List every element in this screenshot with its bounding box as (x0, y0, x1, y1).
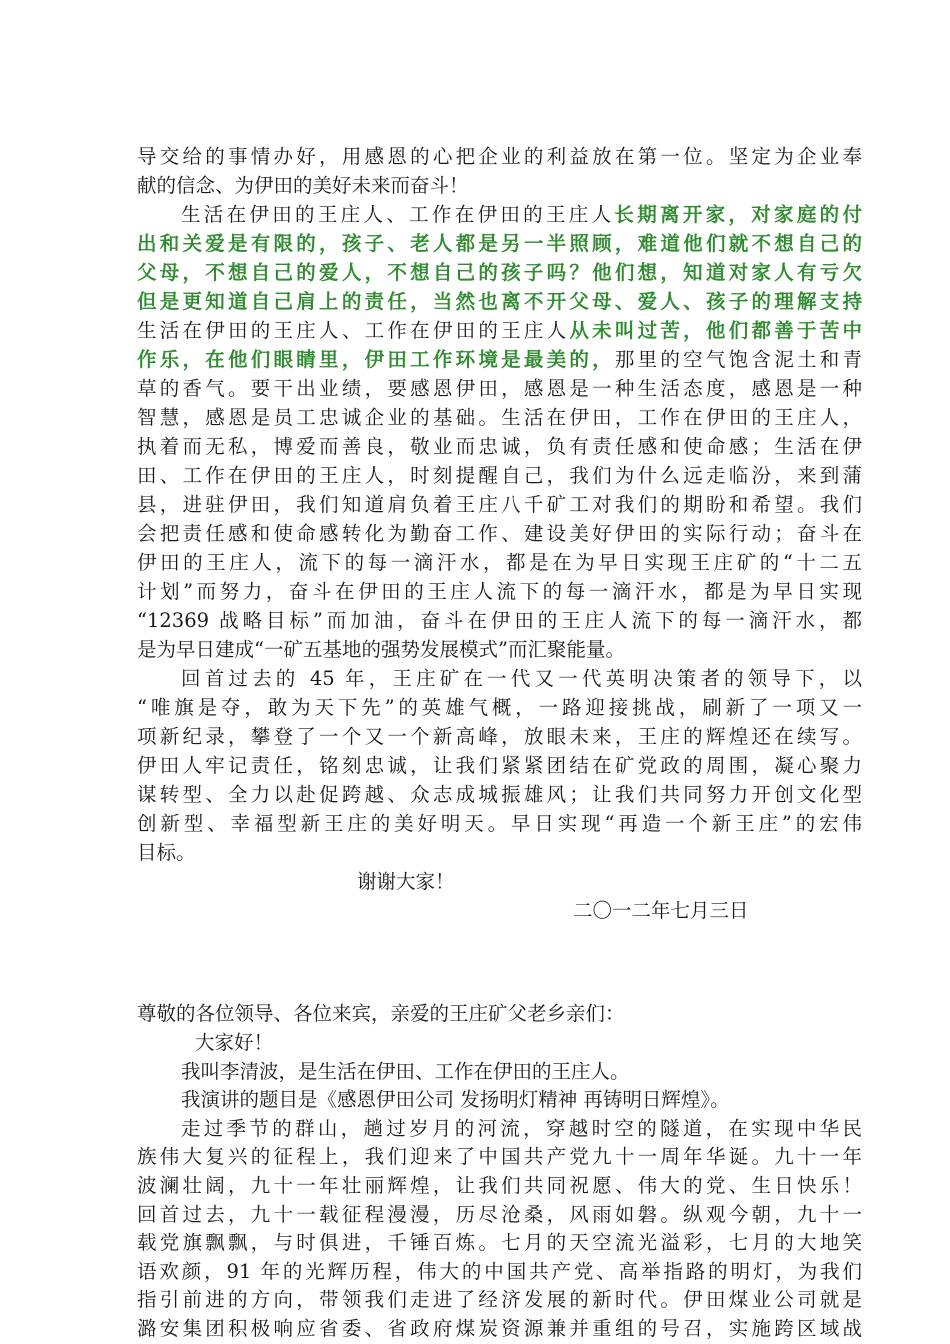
text-line: 献的信念、为伊田的美好未来而奋斗！ (137, 174, 469, 197)
text-line: 是为早日建成“一矿五基地的强势发展模式”而汇聚能量。 (137, 638, 625, 661)
normal-text: 生活在伊田的王庄人、工作在伊田的王庄人 (181, 203, 615, 226)
text-line: 智慧，感恩是员工忠诚企业的基础。生活在伊田，工作在伊田的王庄人， (137, 406, 862, 429)
highlighted-text: 长期离开家，对家庭的付 (614, 203, 862, 226)
text-line: 指引前进的方向，带领我们走进了经济发展的新时代。伊田煤业公司就是 (137, 1288, 862, 1312)
text-line: 波澜壮阔，九十一年壮丽辉煌，让我们共同祝愿、伟大的党、生日快乐！ (137, 1174, 862, 1197)
text-line: 潞安集团积极响应省委、省政府煤炭资源兼并重组的号召，实施跨区域战 (137, 1317, 862, 1340)
text-line: 走过季节的群山，趟过岁月的河流，穿越时空的隧道，在实现中华民 (181, 1116, 862, 1140)
text-line: 目标。 (137, 841, 196, 864)
text-line: 导交给的事情办好，用感恩的心把企业的利益放在第一位。坚定为企业奉 (137, 145, 862, 168)
greeting: 大家好！ (195, 1031, 274, 1054)
text-line: 回首过去，九十一载征程漫漫，历尽沧桑，风雨如磐。纵观今朝，九十一 (137, 1202, 862, 1226)
highlighted-line: 但是更知道自己肩上的责任，当然也离不开父母、爱人、孩子的理解支持 (137, 290, 862, 313)
text-line: 回首过去的 45 年，王庄矿在一代又一代英明决策者的领导下，以 (181, 667, 862, 690)
text-line: 伊田的王庄人，流下的每一滴汗水，都是在为早日实现王庄矿的“十二五 (137, 551, 862, 574)
thanks-line: 谢谢大家！ (357, 870, 455, 893)
topic-line: 我演讲的题目是《感恩伊田公司 发扬明灯精神 再铸明日辉煌》。 (181, 1088, 730, 1112)
text-line: 族伟大复兴的征程上，我们迎来了中国共产党九十一周年华诞。九十一年 (137, 1145, 862, 1169)
text-line: 草的香气。要干出业绩，要感恩伊田，感恩是一种生活态度，感恩是一种 (137, 377, 862, 400)
date-line: 二〇一二年七月三日 (573, 899, 749, 922)
text-line: 县，进驻伊田，我们知道肩负着王庄八千矿工对我们的期盼和希望。我们 (137, 493, 862, 516)
salutation: 尊敬的各位领导、各位来宾，亲爱的王庄矿父老乡亲们： (137, 1002, 625, 1026)
text-line: 田、工作在伊田的王庄人，时刻提醒自己，我们为什么远走临汾，来到蒲 (137, 464, 862, 487)
text-line (137, 200, 862, 229)
highlighted-text: 作乐，在他们眼睛里，伊田工作环境是最美的， (137, 348, 615, 371)
text-line: 载党旗飘飘，与时俱进，千锤百炼。七月的天空流光溢彩，七月的大地笑 (137, 1231, 862, 1255)
text-line: 会把责任感和使命感转化为勤奋工作、建设美好伊田的实际行动；奋斗在 (137, 522, 862, 545)
highlighted-line: 出和关爱是有限的，孩子、老人都是另一半照顾，难道他们就不想自己的 (137, 232, 862, 255)
normal-text: 那里的空气饱含泥土和青 (614, 348, 862, 371)
text-line: 语欢颜，91 年的光辉历程，伟大的中国共产党、高举指路的明灯，为我们 (137, 1259, 862, 1283)
text-line: “12369 战略目标”而加油，奋斗在伊田的王庄人流下的每一滴汗水，都 (137, 609, 862, 632)
text-line: 创新型、幸福型新王庄的美好明天。早日实现“再造一个新王庄”的宏伟 (137, 812, 862, 835)
text-line: 伊田人牢记责任，铭刻忠诚，让我们紧紧团结在矿党政的周围，凝心聚力 (137, 754, 862, 777)
text-line (137, 316, 862, 345)
text-line: 执着而无私，博爱而善良，敬业而忠诚，负有责任感和使命感；生活在伊 (137, 435, 862, 458)
text-line: “唯旗是夺，敢为天下先”的英雄气概，一路迎接挑战，刷新了一项又一 (137, 696, 862, 719)
text-line (137, 345, 862, 374)
text-line: 计划”而努力，奋斗在伊田的王庄人流下的每一滴汗水，都是为早日实现 (137, 580, 862, 603)
intro-line: 我叫李清波，是生活在伊田、工作在伊田的王庄人。 (181, 1059, 630, 1083)
highlighted-line: 父母，不想自己的爱人，不想自己的孩子吗？他们想，知道对家人有亏欠 (137, 261, 862, 284)
highlighted-text: 从未叫过苦，他们都善于苦中 (569, 319, 862, 342)
text-line: 谋转型、全力以赴促跨越、众志成城振雄风；让我们共同努力开创文化型 (137, 783, 862, 806)
text-line: 项新纪录，攀登了一个又一个新高峰，放眼未来，王庄的辉煌还在续写。 (137, 725, 862, 748)
normal-text: 生活在伊田的王庄人、工作在伊田的王庄人 (137, 319, 570, 342)
